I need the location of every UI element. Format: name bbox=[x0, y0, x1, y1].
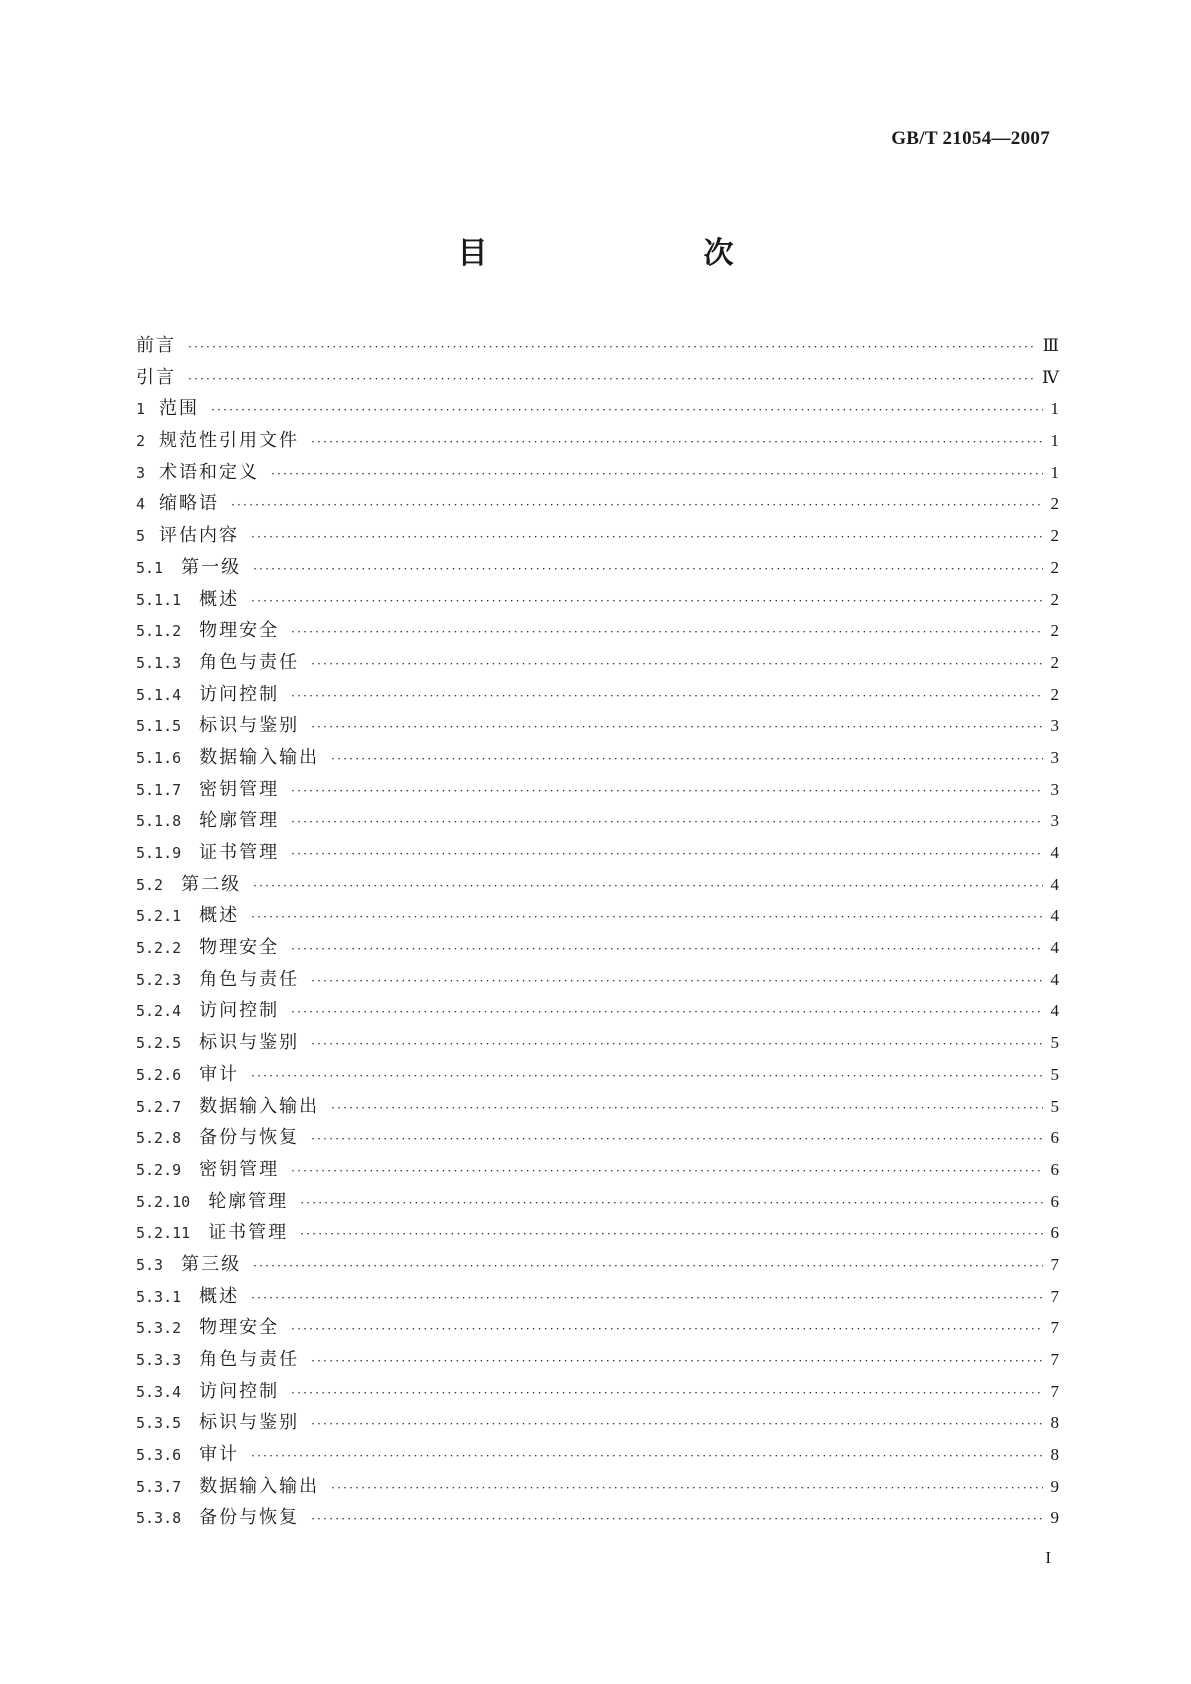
toc-entry-number: 5.2.3 bbox=[136, 970, 182, 989]
toc-entry-number: 5.3.6 bbox=[136, 1446, 182, 1465]
dot-leader bbox=[291, 934, 1043, 966]
toc-entry[interactable] bbox=[136, 1186, 1059, 1218]
toc-entry-number: 5.2.11 bbox=[136, 1224, 191, 1243]
toc-entry-number: 5.2.9 bbox=[136, 1160, 182, 1179]
dot-leader bbox=[291, 807, 1043, 839]
dot-leader bbox=[251, 1061, 1043, 1093]
toc-entry-title: 审计 bbox=[199, 1063, 240, 1085]
toc-entry-title: 数据输入输出 bbox=[199, 1475, 320, 1497]
toc-entry-page: 3 bbox=[1050, 747, 1059, 767]
toc-entry-page: 5 bbox=[1050, 1096, 1059, 1116]
toc-entry-title: 范围 bbox=[159, 398, 200, 420]
toc-entry-page: 2 bbox=[1050, 589, 1059, 609]
toc-entry-page: 6 bbox=[1050, 1223, 1059, 1243]
toc-entry-title: 备份与恢复 bbox=[199, 1127, 300, 1149]
toc-entry-title: 备份与恢复 bbox=[199, 1507, 300, 1529]
dot-leader bbox=[311, 1346, 1043, 1378]
toc-entry[interactable] bbox=[136, 362, 1059, 394]
toc-entry[interactable] bbox=[136, 393, 1059, 425]
toc-entry-title: 访问控制 bbox=[199, 683, 280, 705]
toc-entry-number: 5.1.6 bbox=[136, 748, 182, 767]
toc-entry-page: 2 bbox=[1050, 526, 1059, 546]
dot-leader bbox=[311, 966, 1043, 998]
toc-entry-number: 5.3.1 bbox=[136, 1287, 182, 1306]
toc-entry-number: 5.1.9 bbox=[136, 844, 182, 862]
toc-entry-page: 2 bbox=[1050, 557, 1059, 577]
toc-entry-title: 物理安全 bbox=[199, 620, 280, 642]
toc-entry[interactable] bbox=[136, 869, 1059, 901]
toc-entry-page: 8 bbox=[1050, 1445, 1059, 1465]
toc-entry-title: 第一级 bbox=[181, 556, 242, 578]
toc-entry-number: 5.3.2 bbox=[136, 1319, 182, 1338]
toc-entry-title: 缩略语 bbox=[159, 493, 220, 515]
toc-entry[interactable] bbox=[136, 932, 1059, 964]
toc-entry-page: 7 bbox=[1050, 1350, 1059, 1369]
toc-entry-number: 5.1.4 bbox=[136, 685, 182, 704]
toc-entry-page: 5 bbox=[1050, 1033, 1059, 1053]
toc-entry[interactable] bbox=[136, 1281, 1059, 1313]
toc-entry-page: 8 bbox=[1050, 1413, 1059, 1433]
dot-leader bbox=[251, 522, 1043, 554]
page-number: I bbox=[1045, 1548, 1051, 1567]
toc-entry-title: 概述 bbox=[199, 588, 240, 610]
toc-entry-page: 9 bbox=[1050, 1476, 1059, 1496]
dot-leader bbox=[300, 1188, 1043, 1220]
toc-entry[interactable] bbox=[136, 647, 1059, 679]
toc-entry-page: 4 bbox=[1050, 938, 1059, 958]
toc-entry[interactable] bbox=[136, 1471, 1059, 1503]
toc-entry-title: 密钥管理 bbox=[199, 778, 280, 800]
toc-entry-title: 标识与鉴别 bbox=[199, 1032, 300, 1054]
toc-entry-number: 5.1 bbox=[136, 558, 164, 577]
toc-entry-page: 3 bbox=[1050, 779, 1059, 799]
toc-entry-number: 5.2 bbox=[136, 875, 164, 894]
dot-leader bbox=[300, 1219, 1043, 1251]
toc-entry-page: 7 bbox=[1050, 1381, 1059, 1401]
toc-entry-number: 5.1.5 bbox=[136, 717, 182, 736]
toc-entry[interactable] bbox=[136, 1154, 1059, 1186]
dot-leader bbox=[253, 871, 1043, 903]
dot-leader bbox=[291, 839, 1043, 871]
toc-entry-title: 第三级 bbox=[181, 1253, 242, 1275]
toc-entry-number: 5.3.7 bbox=[136, 1477, 182, 1496]
toc-entry[interactable] bbox=[136, 774, 1059, 806]
toc-entry[interactable] bbox=[136, 330, 1059, 362]
toc-entry-number: 5.1.1 bbox=[136, 590, 182, 609]
toc-entry[interactable] bbox=[136, 1059, 1059, 1091]
toc-entry-title: 角色与责任 bbox=[199, 651, 300, 673]
toc-entry[interactable] bbox=[136, 1027, 1059, 1059]
toc-entry-number: 5.2.4 bbox=[136, 1002, 182, 1021]
dot-leader bbox=[311, 427, 1043, 459]
toc-entry-page: 7 bbox=[1050, 1286, 1059, 1306]
toc-entry-number: 5.2.7 bbox=[136, 1097, 182, 1116]
toc-entry-number: 1 bbox=[136, 400, 146, 419]
toc-entry-title: 角色与责任 bbox=[199, 968, 300, 990]
toc-entry-title: 访问控制 bbox=[199, 1000, 280, 1022]
toc-entry-number: 2 bbox=[136, 432, 146, 451]
toc-entry-title: 数据输入输出 bbox=[199, 1095, 320, 1117]
toc-entry-page: 4 bbox=[1050, 969, 1059, 989]
toc-entry-title: 角色与责任 bbox=[199, 1349, 300, 1370]
toc-entry[interactable] bbox=[136, 1091, 1059, 1123]
toc-entry-title: 评估内容 bbox=[159, 525, 240, 547]
toc-entry-title: 物理安全 bbox=[199, 937, 280, 959]
toc-entry-title: 审计 bbox=[199, 1444, 240, 1466]
toc-entry-page: 3 bbox=[1050, 811, 1059, 831]
toc-entry-number: 5.2.10 bbox=[136, 1192, 191, 1211]
toc-entry-title: 物理安全 bbox=[199, 1317, 280, 1339]
dot-leader bbox=[331, 1093, 1043, 1125]
toc-entry-number: 4 bbox=[136, 495, 146, 514]
toc-entry[interactable] bbox=[136, 457, 1059, 489]
toc-entry-page: 1 bbox=[1050, 462, 1059, 482]
toc-entry-page: 4 bbox=[1050, 1001, 1059, 1021]
toc-entry-page: 4 bbox=[1050, 906, 1059, 926]
dot-leader bbox=[251, 902, 1043, 934]
toc-entry[interactable] bbox=[136, 964, 1059, 996]
dot-leader bbox=[271, 459, 1043, 491]
toc-entry-page: 2 bbox=[1050, 652, 1059, 672]
dot-leader bbox=[253, 554, 1043, 586]
toc-entry[interactable] bbox=[136, 1407, 1059, 1439]
toc-entry-number: 5.2.6 bbox=[136, 1065, 182, 1084]
dot-leader bbox=[291, 617, 1043, 649]
toc-entry-page: 7 bbox=[1050, 1254, 1059, 1274]
toc-entry[interactable] bbox=[136, 1344, 1059, 1376]
toc-entry-title: 轮廓管理 bbox=[208, 1190, 289, 1212]
toc-entry[interactable] bbox=[136, 615, 1059, 647]
toc-entry[interactable] bbox=[136, 900, 1059, 932]
toc-entry-title: 规范性引用文件 bbox=[159, 430, 300, 452]
toc-entry-number: 5 bbox=[136, 527, 146, 546]
toc-entry-number: 5.2.5 bbox=[136, 1034, 182, 1053]
toc-entry-title: 概述 bbox=[199, 1285, 240, 1307]
dot-leader bbox=[188, 364, 1036, 396]
dot-leader bbox=[331, 1473, 1043, 1505]
toc-entry-title: 数据输入输出 bbox=[199, 746, 320, 768]
toc-entry[interactable] bbox=[136, 679, 1059, 711]
dot-leader bbox=[311, 1504, 1043, 1536]
toc-entry-title: 第二级 bbox=[181, 873, 242, 895]
toc-entry[interactable] bbox=[136, 425, 1059, 457]
toc-entry-number: 3 bbox=[136, 463, 146, 482]
toc-entry-page: 4 bbox=[1050, 843, 1059, 862]
toc-entry[interactable] bbox=[136, 552, 1059, 584]
dot-leader bbox=[291, 776, 1043, 808]
toc-entry-number: 5.1.7 bbox=[136, 780, 182, 799]
toc-entry[interactable] bbox=[136, 1312, 1059, 1344]
dot-leader bbox=[311, 1124, 1043, 1156]
toc-entry[interactable] bbox=[136, 1249, 1059, 1281]
dot-leader bbox=[253, 1251, 1043, 1283]
toc-entry-title: 概述 bbox=[199, 905, 240, 927]
toc-entry-number: 5.3.5 bbox=[136, 1414, 182, 1433]
dot-leader bbox=[251, 1283, 1043, 1315]
toc-entry-title: 标识与鉴别 bbox=[199, 715, 300, 737]
toc-entry-page: 3 bbox=[1050, 716, 1059, 736]
toc-entry[interactable] bbox=[136, 1502, 1059, 1534]
toc-entry-title: 轮廓管理 bbox=[199, 810, 280, 832]
toc-entry-title: 密钥管理 bbox=[199, 1158, 280, 1180]
toc-entry-title: 证书管理 bbox=[199, 842, 280, 863]
toc-entry[interactable] bbox=[136, 1439, 1059, 1471]
toc-entry-page: 4 bbox=[1050, 874, 1059, 894]
dot-leader bbox=[291, 681, 1043, 713]
toc-entry-page: 1 bbox=[1050, 431, 1059, 451]
toc-entry[interactable] bbox=[136, 805, 1059, 837]
toc-entry-number: 5.3.3 bbox=[136, 1351, 182, 1369]
toc-entry-page: 2 bbox=[1050, 621, 1059, 641]
dot-leader bbox=[331, 744, 1043, 776]
dot-leader bbox=[211, 395, 1043, 427]
table-of-contents bbox=[136, 330, 1059, 1534]
toc-entry-page: 2 bbox=[1050, 494, 1059, 514]
toc-entry-title: 证书管理 bbox=[208, 1222, 289, 1244]
page-title: 目 次 bbox=[457, 236, 786, 271]
toc-entry-page: 1 bbox=[1050, 399, 1059, 419]
toc-entry-page: 6 bbox=[1050, 1159, 1059, 1179]
toc-entry-number: 5.2.2 bbox=[136, 939, 182, 958]
dot-leader bbox=[291, 1156, 1043, 1188]
toc-entry-number: 5.1.8 bbox=[136, 812, 182, 831]
dot-leader bbox=[251, 1441, 1043, 1473]
toc-entry-page: Ⅳ bbox=[1042, 367, 1059, 387]
toc-entry[interactable] bbox=[136, 488, 1059, 520]
standard-number: GB/T 21054—2007 bbox=[891, 128, 1050, 149]
dot-leader bbox=[311, 1029, 1043, 1061]
toc-entry-page: Ⅲ bbox=[1042, 336, 1059, 355]
toc-entry-title: 引言 bbox=[136, 366, 176, 388]
dot-leader bbox=[311, 712, 1043, 744]
toc-entry-page: 9 bbox=[1050, 1508, 1059, 1528]
toc-entry[interactable] bbox=[136, 710, 1059, 742]
dot-leader bbox=[291, 1314, 1043, 1346]
toc-entry[interactable] bbox=[136, 520, 1059, 552]
toc-entry-page: 6 bbox=[1050, 1128, 1059, 1148]
toc-entry-title: 标识与鉴别 bbox=[199, 1412, 300, 1434]
toc-entry-title: 术语和定义 bbox=[159, 461, 260, 483]
toc-entry-number: 5.2.1 bbox=[136, 907, 182, 926]
toc-entry[interactable] bbox=[136, 1217, 1059, 1249]
dot-leader bbox=[311, 1409, 1043, 1441]
toc-entry-page: 5 bbox=[1050, 1064, 1059, 1084]
toc-entry-page: 2 bbox=[1050, 684, 1059, 704]
dot-leader bbox=[231, 490, 1043, 522]
dot-leader bbox=[311, 649, 1043, 681]
toc-entry-page: 6 bbox=[1050, 1191, 1059, 1211]
toc-entry[interactable] bbox=[136, 995, 1059, 1027]
toc-entry[interactable] bbox=[136, 1376, 1059, 1408]
dot-leader bbox=[291, 1378, 1043, 1410]
dot-leader bbox=[188, 332, 1037, 364]
toc-entry-number: 5.3 bbox=[136, 1255, 164, 1274]
toc-entry-number: 5.3.8 bbox=[136, 1509, 182, 1528]
dot-leader bbox=[251, 586, 1043, 618]
toc-entry[interactable] bbox=[136, 584, 1059, 616]
toc-entry-title: 前言 bbox=[136, 335, 176, 356]
dot-leader bbox=[291, 997, 1043, 1029]
toc-entry[interactable] bbox=[136, 837, 1059, 869]
toc-entry-number: 5.3.4 bbox=[136, 1382, 182, 1401]
toc-entry-title: 访问控制 bbox=[199, 1380, 280, 1402]
toc-entry[interactable] bbox=[136, 1122, 1059, 1154]
toc-entry-page: 7 bbox=[1050, 1318, 1059, 1338]
toc-entry-number: 5.1.3 bbox=[136, 653, 182, 672]
toc-entry-number: 5.2.8 bbox=[136, 1129, 182, 1148]
toc-entry-number: 5.1.2 bbox=[136, 622, 182, 641]
toc-entry[interactable] bbox=[136, 742, 1059, 774]
